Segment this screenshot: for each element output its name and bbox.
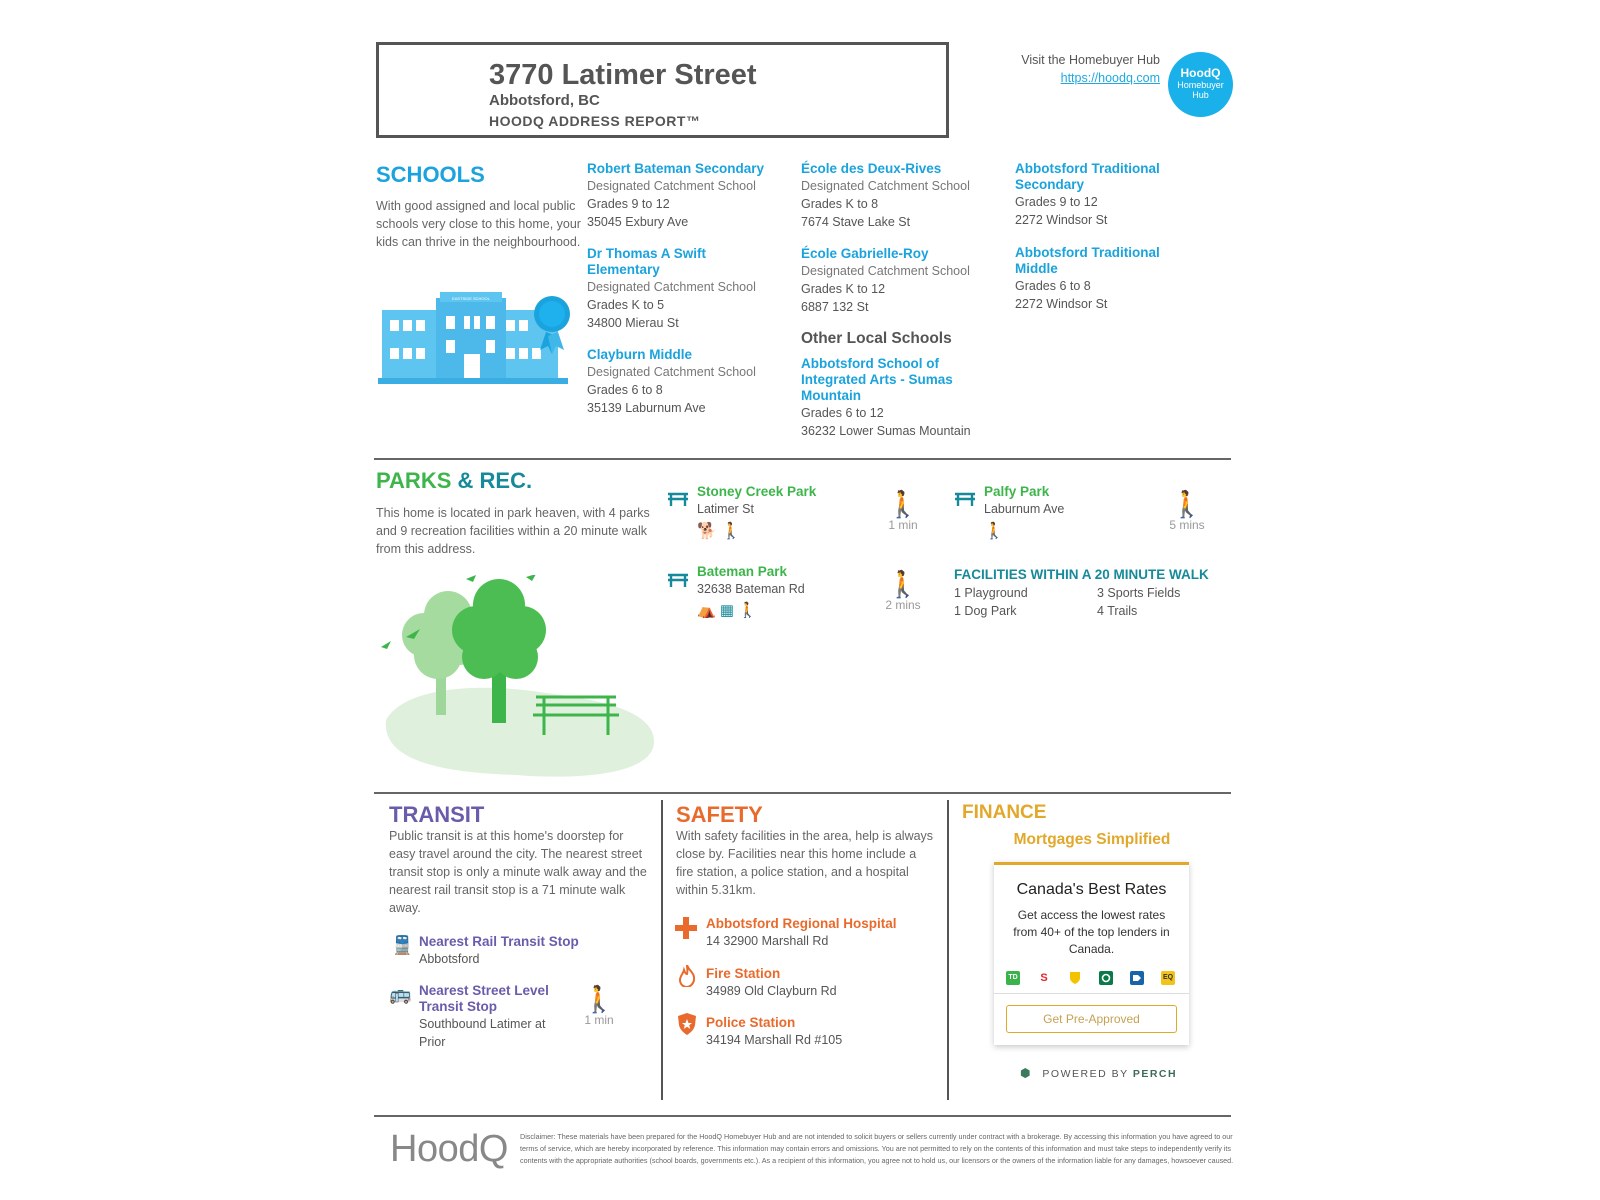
hub-visit-text: Visit the Homebuyer Hub <box>1021 53 1160 67</box>
park-amenities <box>984 521 1154 541</box>
school-address: 36232 Lower Sumas Mountain <box>801 424 971 438</box>
perch-pin-icon: ⬢ <box>1020 1066 1032 1080</box>
park-bateman[interactable] <box>697 564 867 619</box>
other-schools-heading: Other Local Schools <box>801 330 952 347</box>
card-separator <box>994 993 1189 994</box>
school-address: 35139 Laburnum Ave <box>587 401 706 415</box>
school-name: Dr Thomas A Swift Elementary <box>587 246 707 277</box>
school-integrated-arts[interactable] <box>801 356 1006 440</box>
school-type: Designated Catchment School <box>587 280 756 294</box>
park-address: 32638 Bateman Rd <box>697 582 805 596</box>
school-name: Clayburn Middle <box>587 347 693 362</box>
column-divider <box>661 800 663 1100</box>
walk-time-text: 2 mins <box>885 598 921 612</box>
school-address: 6887 132 St <box>801 300 869 314</box>
facility-dog-park: 1 Dog Park <box>954 604 1017 618</box>
finance-subtitle: Mortgages Simplified <box>1013 831 1171 848</box>
parks-title <box>376 468 532 494</box>
rail-stop-name: Nearest Rail Transit Stop <box>419 934 579 949</box>
school-name: Abbotsford School of Integrated Arts - Sumas Mountain <box>801 356 953 403</box>
police-shield-icon <box>678 1013 696 1035</box>
park-address: Laburnum Ave <box>984 502 1065 516</box>
parks-title-a: PARKS <box>376 468 452 493</box>
school-type: Designated Catchment School <box>587 179 756 193</box>
sports-field-icon: ▦ <box>719 602 735 619</box>
school-name: Robert Bateman Secondary <box>587 161 765 176</box>
hub-badge[interactable] <box>1168 52 1233 117</box>
school-grades: Grades K to 8 <box>801 197 879 211</box>
bus-icon: 🚌 <box>389 984 412 1004</box>
walk-time-text: 5 mins <box>1169 518 1205 532</box>
schools-description: With good assigned and local public schools very close to this home, your kids can thrive in the neighbourhood. <box>376 199 581 249</box>
police-station-name: Police Station <box>706 1015 796 1030</box>
school-ecole-gabrielle-roy[interactable] <box>801 246 1006 316</box>
school-grades: Grades 9 to 12 <box>1015 195 1098 209</box>
hub-badge-sub: Homebuyer Hub <box>1177 80 1224 100</box>
footer-divider <box>374 1115 1231 1117</box>
powered-by-brand: PERCH <box>1132 1068 1178 1080</box>
school-grades: Grades K to 5 <box>587 298 665 312</box>
address-city: Abbotsford, BC <box>489 92 600 109</box>
street-stop-place: Southbound Latimer at Prior <box>419 1017 546 1049</box>
street-transit-stop[interactable] <box>419 983 569 1051</box>
school-abbotsford-trad-secondary[interactable] <box>1015 161 1220 229</box>
fire-station-entry[interactable] <box>706 966 936 1000</box>
school-building-illustration <box>378 290 588 395</box>
pedestrian-icon: 🚶 <box>1170 489 1204 519</box>
school-dr-thomas-swift[interactable] <box>587 246 792 332</box>
walking-trail-icon: 🚶 <box>984 523 1004 540</box>
park-bench-icon <box>667 491 689 507</box>
td-bank-icon: TD <box>1006 971 1020 985</box>
school-name: Abbotsford Traditional Middle <box>1015 245 1160 276</box>
eq-bank-icon: EQ <box>1161 971 1175 985</box>
transit-title: TRANSIT <box>389 802 485 827</box>
facility-trails: 4 Trails <box>1097 604 1138 618</box>
pedestrian-icon: 🚶 <box>582 984 616 1014</box>
hub-badge-title: HoodQ <box>1180 66 1221 80</box>
powered-by-label: POWERED BY <box>1042 1068 1129 1080</box>
school-grades: Grades 9 to 12 <box>587 197 670 211</box>
school-address: 7674 Stave Lake St <box>801 215 911 229</box>
facility-sports-fields: 3 Sports Fields <box>1097 586 1181 600</box>
rbc-shield-icon <box>1068 971 1082 985</box>
school-robert-bateman[interactable] <box>587 161 792 231</box>
safety-title: SAFETY <box>676 802 763 827</box>
get-pre-approved-button[interactable]: Get Pre-Approved <box>1006 1005 1177 1033</box>
school-name: École Gabrielle-Roy <box>801 246 929 261</box>
pedestrian-icon: 🚶 <box>886 489 920 519</box>
school-address: 34800 Mierau St <box>587 316 679 330</box>
report-label: HOODQ ADDRESS REPORT™ <box>489 113 701 129</box>
park-stoney-creek[interactable] <box>697 484 867 541</box>
bmo-arrow-icon <box>1130 971 1144 985</box>
walk-time-text: 1 min <box>584 1013 614 1027</box>
rail-stop-place: Abbotsford <box>419 952 480 966</box>
hospital-entry[interactable] <box>706 916 936 950</box>
address-title: 3770 Latimer Street <box>489 59 757 91</box>
finance-rates-card <box>994 862 1189 1045</box>
facility-playground: 1 Playground <box>954 586 1028 600</box>
hospital-cross-icon <box>675 917 697 939</box>
school-type: Designated Catchment School <box>587 365 756 379</box>
park-walk-time <box>878 570 928 612</box>
facilities-heading: FACILITIES WITHIN A 20 MINUTE WALK <box>954 567 1209 582</box>
school-type: Designated Catchment School <box>801 179 970 193</box>
school-address: 2272 Windsor St <box>1015 213 1108 227</box>
walking-trail-icon: 🚶 <box>721 523 742 540</box>
fire-station-address: 34989 Old Clayburn Rd <box>706 984 837 998</box>
train-icon: 🚆 <box>391 935 414 955</box>
school-clayburn-middle[interactable] <box>587 347 792 417</box>
park-palfy[interactable] <box>984 484 1154 541</box>
hoodq-logo: HoodQ <box>390 1128 508 1170</box>
school-abbotsford-trad-middle[interactable] <box>1015 245 1220 313</box>
dog-icon: 🐕 <box>697 523 717 540</box>
section-divider <box>374 458 1231 460</box>
school-grades: Grades K to 12 <box>801 282 886 296</box>
park-name: Palfy Park <box>984 484 1050 499</box>
school-sign: EASTSIDE SCHOOL <box>452 296 490 301</box>
park-bench-icon <box>954 491 976 507</box>
address-header-box <box>376 42 949 138</box>
schools-title: SCHOOLS <box>376 162 485 187</box>
powered-by[interactable] <box>1020 1066 1177 1080</box>
card-text: Get access the lowest rates from 40+ of the top lenders in Canada. <box>1013 908 1170 956</box>
hospital-address: 14 32900 Marshall Rd <box>706 934 829 948</box>
school-address: 35045 Exbury Ave <box>587 215 689 229</box>
playground-icon: ⛺ <box>697 602 716 619</box>
hub-link[interactable]: https://hoodq.com <box>1060 71 1160 85</box>
fire-icon <box>679 965 695 987</box>
police-station-address: 34194 Marshall Rd #105 <box>706 1033 843 1047</box>
park-bench-icon <box>667 572 689 588</box>
scotiabank-icon: S <box>1037 971 1051 985</box>
park-name: Bateman Park <box>697 564 788 579</box>
school-name: Abbotsford Traditional Secondary <box>1015 161 1160 192</box>
walk-time-text: 1 min <box>888 518 918 532</box>
school-type: Designated Catchment School <box>801 264 970 278</box>
park-amenities <box>697 601 867 619</box>
parks-description: This home is located in park heaven, with 4 parks and 9 recreation facilities within a 20 minute walk from this address. <box>376 506 650 556</box>
school-grades: Grades 6 to 12 <box>801 406 884 420</box>
desjardins-icon <box>1099 971 1113 985</box>
school-ecole-deux-rives[interactable] <box>801 161 1006 231</box>
school-grades: Grades 6 to 8 <box>587 383 663 397</box>
disclaimer-text: Disclaimer: These materials have been prepared for the HoodQ Homebuyer Hub and are not intended to solicit buyers or sellers currently under contract with a brokerage. By accessing this information you have agreed to our terms of service, which are hereby incorporated by reference. This information may contain errors and omissions. You are not permitted to rely on the contents of this information and must take steps to independently verify its contents with the appropriate authorities (school boards, governments etc.). As a recipient of this information, you agree not to hold us, our licensors or the owners of the information liable for any damages, howsoever caused. <box>520 1132 1234 1165</box>
park-amenities <box>697 521 867 541</box>
park-address: Latimer St <box>697 502 754 516</box>
school-grades: Grades 6 to 8 <box>1015 279 1091 293</box>
park-name: Stoney Creek Park <box>697 484 817 499</box>
school-name: École des Deux-Rives <box>801 161 942 176</box>
school-address: 2272 Windsor St <box>1015 297 1108 311</box>
fire-station-name: Fire Station <box>706 966 781 981</box>
pedestrian-icon: 🚶 <box>886 569 920 599</box>
street-stop-name: Nearest Street Level Transit Stop <box>419 983 549 1014</box>
section-divider <box>374 792 1231 794</box>
safety-description: With safety facilities in the area, help is always close by. Facilities near this home include a fire station, a police station, and a hospital within 5.31km. <box>676 829 934 897</box>
hospital-name: Abbotsford Regional Hospital <box>706 916 897 931</box>
transit-description: Public transit is at this home's doorstep for easy travel around the city. The nearest street transit stop is only a minute walk away and the nearest rail transit stop is a 71 minute walk away. <box>389 829 647 915</box>
park-walk-time <box>1162 490 1212 532</box>
walking-trail-icon: 🚶 <box>738 602 757 619</box>
park-trees-illustration <box>376 575 661 785</box>
card-title: Canada's Best Rates <box>1016 881 1167 898</box>
finance-title: FINANCE <box>962 802 1047 823</box>
column-divider <box>947 800 949 1100</box>
rail-transit-stop[interactable] <box>419 934 619 968</box>
park-walk-time <box>878 490 928 532</box>
parks-title-b: & REC. <box>457 468 533 493</box>
police-station-entry[interactable] <box>706 1015 936 1049</box>
transit-walk-time <box>574 985 624 1027</box>
